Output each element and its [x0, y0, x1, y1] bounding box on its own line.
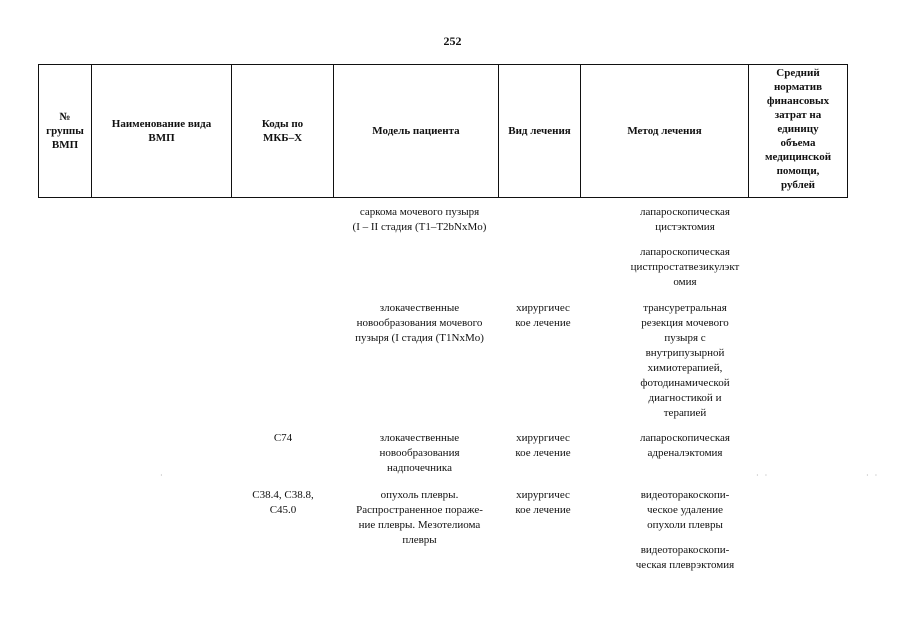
header-type-name-text: Наименование вида ВМП	[111, 118, 212, 144]
row-2-patient-model: злокачественные новообразования мочевого пузыря (I стадия (T1NxMo)	[355, 302, 484, 344]
header-treatment-method	[581, 65, 749, 198]
header-avg-cost	[749, 65, 848, 198]
row-4-treatment-type: хирургичес кое лечение	[515, 489, 571, 516]
row-3-method-1: лапароскопическая адреналэктомия	[640, 432, 730, 459]
scan-speck: · ·	[866, 471, 880, 480]
row-1-patient-model: саркома мочевого пузыря (I – II стадия (T1–T2bNxMo)	[352, 206, 487, 233]
row-2-method-1: трансуретральная резекция мочевого пузыря с внутрипузырной химиотерапией, фотодинамической диагностикой и терапией	[640, 302, 730, 419]
table-header-row	[39, 65, 848, 198]
header-icd-codes	[232, 65, 334, 198]
page-number: 252	[443, 34, 462, 48]
header-treatment-method-text: Метод лечения	[627, 125, 702, 137]
row-2-treatment-type: хирургичес кое лечение	[515, 302, 571, 329]
header-avg-cost-text: Средний норматив финансовых затрат на единицу объема медицинской помощи, рублей	[764, 67, 832, 191]
row-3-icd-codes: C74	[273, 432, 293, 444]
row-4-method-2: видеоторакоскопи- ческая плеврэктомия	[635, 544, 735, 571]
row-4-icd-codes: C38.4, C38.8, C45.0	[252, 489, 314, 516]
scan-speck: ·	[160, 471, 165, 480]
header-group-no	[39, 65, 92, 198]
header-treatment-type	[499, 65, 581, 198]
table-header	[38, 64, 848, 198]
row-1-method-2: лапароскопическая цистпростатвезикулэкт омия	[630, 246, 740, 288]
header-patient-model	[334, 65, 499, 198]
header-group-no-text: № группы ВМП	[46, 111, 84, 151]
row-3-patient-model: злокачественные новообразования надпочечника	[379, 432, 460, 474]
row-4-patient-model: опухоль плевры. Распространенное пораже- ние плевры. Мезотелиома плевры	[356, 489, 483, 546]
header-treatment-type-text: Вид лечения	[508, 125, 571, 137]
row-1-method-1: лапароскопическая цистэктомия	[640, 206, 730, 233]
row-3-treatment-type: хирургичес кое лечение	[515, 432, 571, 459]
header-type-name	[92, 65, 232, 198]
header-icd-codes-text: Коды по МКБ–X	[261, 118, 304, 144]
scan-speck: · ·	[756, 471, 770, 480]
header-patient-model-text: Модель пациента	[372, 125, 460, 137]
row-4-method-1: видеоторакоскопи- ческое удаление опухоли плевры	[640, 489, 730, 531]
